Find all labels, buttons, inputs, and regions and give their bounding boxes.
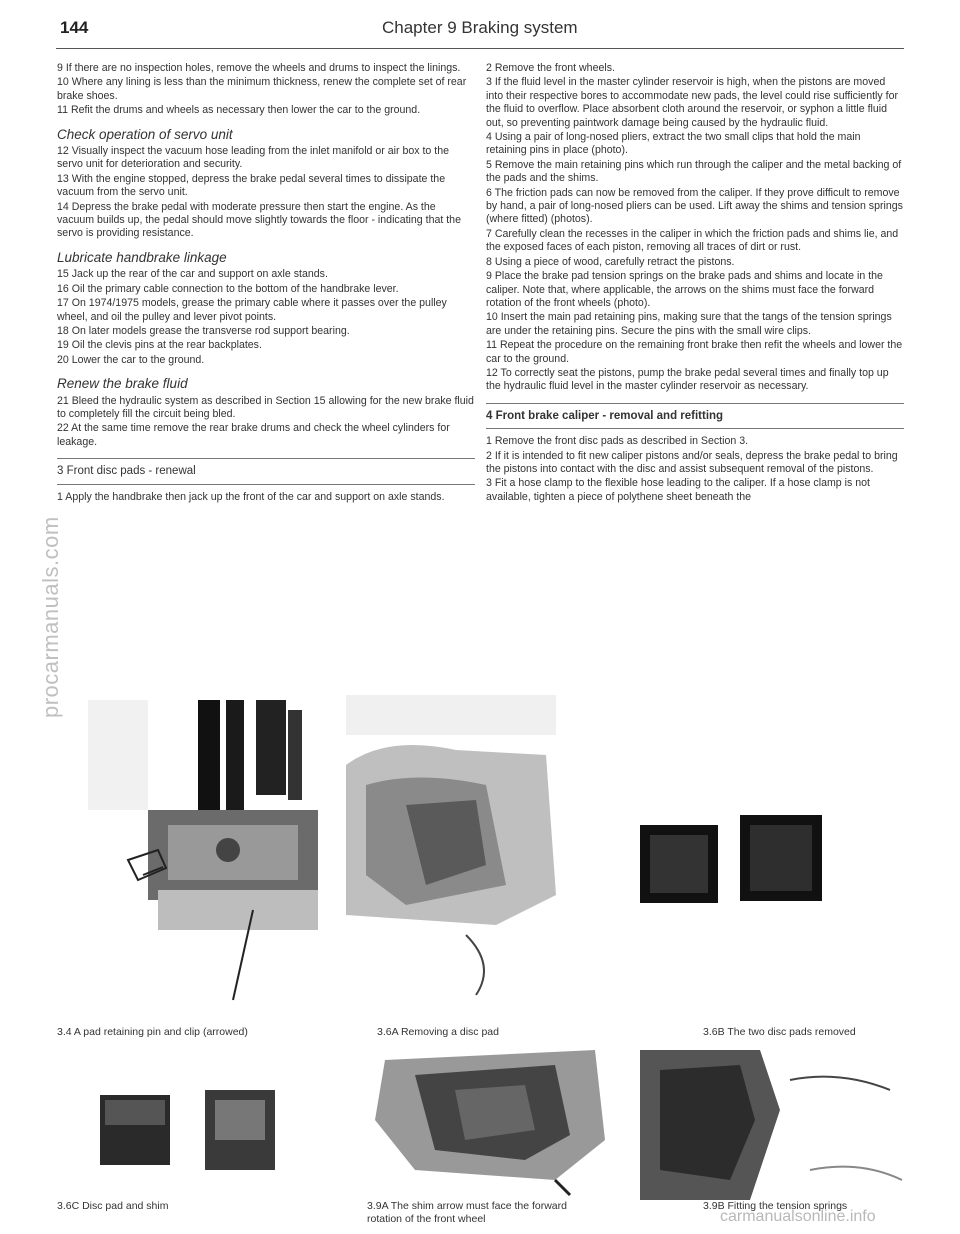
paragraph: 7 Carefully clean the recesses in the caliper in which the friction pads and shims lie, and the exposed faces of each piston, removing all traces of dirt or rust. [486, 227, 899, 254]
section-heading: 4 Front brake caliper - removal and refitting [486, 403, 904, 429]
photo-3-6a-removing-disc-pad [346, 695, 556, 1025]
photo-3-9b-fitting-tension-springs [640, 1050, 910, 1200]
caption-3-6a: 3.6A Removing a disc pad [377, 1026, 499, 1038]
paragraph: 17 On 1974/1975 models, grease the primary cable where it passes over the pulley wheel, and oil the pulley and lever pivot points. [57, 297, 447, 323]
subheading: Lubricate handbrake linkage [57, 249, 227, 265]
paragraph: 12 To correctly seat the pistons, pump the brake pedal several times and finally top up the hydraulic fluid level in the master cylinder reservoir as necessary. [486, 366, 889, 393]
caption-3-4: 3.4 A pad retaining pin and clip (arrowed) [57, 1026, 248, 1038]
page-number: 144 [60, 18, 89, 37]
paragraph: 18 On later models grease the transverse rod support bearing. [57, 324, 350, 337]
watermark-side: procarmanuals.com [38, 516, 63, 718]
paragraph: 13 With the engine stopped, depress the brake pedal several times to dissipate the vacuum from the servo unit. [57, 172, 446, 199]
paragraph: 9 Place the brake pad tension springs on the brake pads and shims and locate in the caliper. Note that, where applicable, the arrows on the shims must face the forward rotation of the front wheels (photo). [486, 270, 883, 309]
paragraph: 3 Fit a hose clamp to the flexible hose leading to the caliper. If a hose clamp is not available, tighten a piece of polythene sheet beneath the [486, 477, 870, 503]
paragraph: 8 Using a piece of wood, carefully retract the pistons. [486, 255, 735, 268]
photo-3-4-pad-retaining-pin [88, 700, 338, 1020]
paragraph: 10 Insert the main pad retaining pins, making sure that the tangs of the tension springs are under the retaining pins. Secure the pins with the small wire clips. [486, 311, 892, 337]
paragraph: 10 Where any lining is less than the minimum thickness, renew the complete set of rear brake shoes. [57, 76, 467, 102]
paragraph: 5 Remove the main retaining pins which run through the caliper and the metal backing of the pads and the shims. [486, 158, 902, 185]
paragraph: 1 Remove the front disc pads as described in Section 3. [486, 435, 749, 448]
paragraph: 20 Lower the car to the ground. [57, 353, 205, 366]
photo-3-6c-disc-pad-and-shim [80, 1050, 340, 1200]
photo-3-6b-two-disc-pads-removed [640, 805, 910, 1020]
paragraph: 16 Oil the primary cable connection to the bottom of the handbrake lever. [57, 282, 399, 295]
paragraph: 19 Oil the clevis pins at the rear backplates. [57, 339, 262, 352]
paragraph: 1 Apply the handbrake then jack up the front of the car and support on axle stands. [57, 490, 445, 503]
section-heading: 3 Front disc pads - renewal [57, 458, 475, 484]
subheading: Renew the brake fluid [57, 376, 188, 392]
paragraph: 11 Refit the drums and wheels as necessary then lower the car to the ground. [57, 104, 421, 117]
paragraph: 3 If the fluid level in the master cylinder reservoir is high, when the pistons are moved into their respective bores to accommodate new pads, the level could rise sufficiently for the fluid to overflow. Place absorbent cloth around the reservoir, or syphon a little fluid out, so preventing paintwork damage being caused by the hydraulic fluid. [486, 76, 898, 129]
header-rule [56, 48, 904, 49]
caption-3-9a-line-1: 3.9A The shim arrow must face the forward [367, 1200, 567, 1212]
caption-3-9a-line-2: rotation of the front wheel [367, 1213, 486, 1225]
photo-3-9a-shim-arrow [355, 1050, 615, 1200]
chapter-title: Chapter 9 Braking system [382, 18, 578, 37]
caption-3-6b: 3.6B The two disc pads removed [703, 1026, 856, 1038]
paragraph: 12 Visually inspect the vacuum hose leading from the inlet manifold or air box to the servo unit for deterioration and security. [57, 145, 449, 171]
subheading: Check operation of servo unit [57, 126, 233, 142]
paragraph: 9 If there are no inspection holes, remove the wheels and drums to inspect the linings. [57, 62, 461, 74]
paragraph: 15 Jack up the rear of the car and support on axle stands. [57, 268, 328, 281]
paragraph: 14 Depress the brake pedal with moderate pressure then start the engine. As the vacuum builds up, the pedal should move slightly towards the floor - indicating that the servo is providing resistance. [57, 200, 461, 240]
paragraph: 11 Repeat the procedure on the remaining front brake then refit the wheels and lower the car to the ground. [486, 339, 903, 365]
left-text-column [57, 62, 475, 505]
right-text-column [486, 62, 904, 505]
paragraph: 6 The friction pads can now be removed from the caliper. If they prove difficult to remove by hand, a pair of long-nosed pliers can be used. Lift away the shims and tension springs (where fitted) (photos). [486, 186, 903, 226]
paragraph: 4 Using a pair of long-nosed pliers, extract the two small clips that hold the main retaining pins in place (photo). [486, 131, 861, 157]
watermark-bottom: carmanualsonline.info [720, 1208, 876, 1225]
paragraph: 22 At the same time remove the rear brake drums and check the wheel cylinders for leakage. [57, 422, 450, 448]
caption-3-6c: 3.6C Disc pad and shim [57, 1200, 169, 1212]
paragraph: 2 Remove the front wheels. [486, 62, 615, 74]
paragraph: 21 Bleed the hydraulic system as described in Section 15 allowing for the new brake fluid to completely fill the circuit being bled. [57, 394, 474, 420]
caption-3-9b: 3.9B Fitting the tension springs [703, 1200, 848, 1212]
paragraph: 2 If it is intended to fit new caliper pistons and/or seals, depress the brake pedal to bring the pistons into contact with the disc and assist subsequent removal of the pistons. [486, 449, 898, 475]
